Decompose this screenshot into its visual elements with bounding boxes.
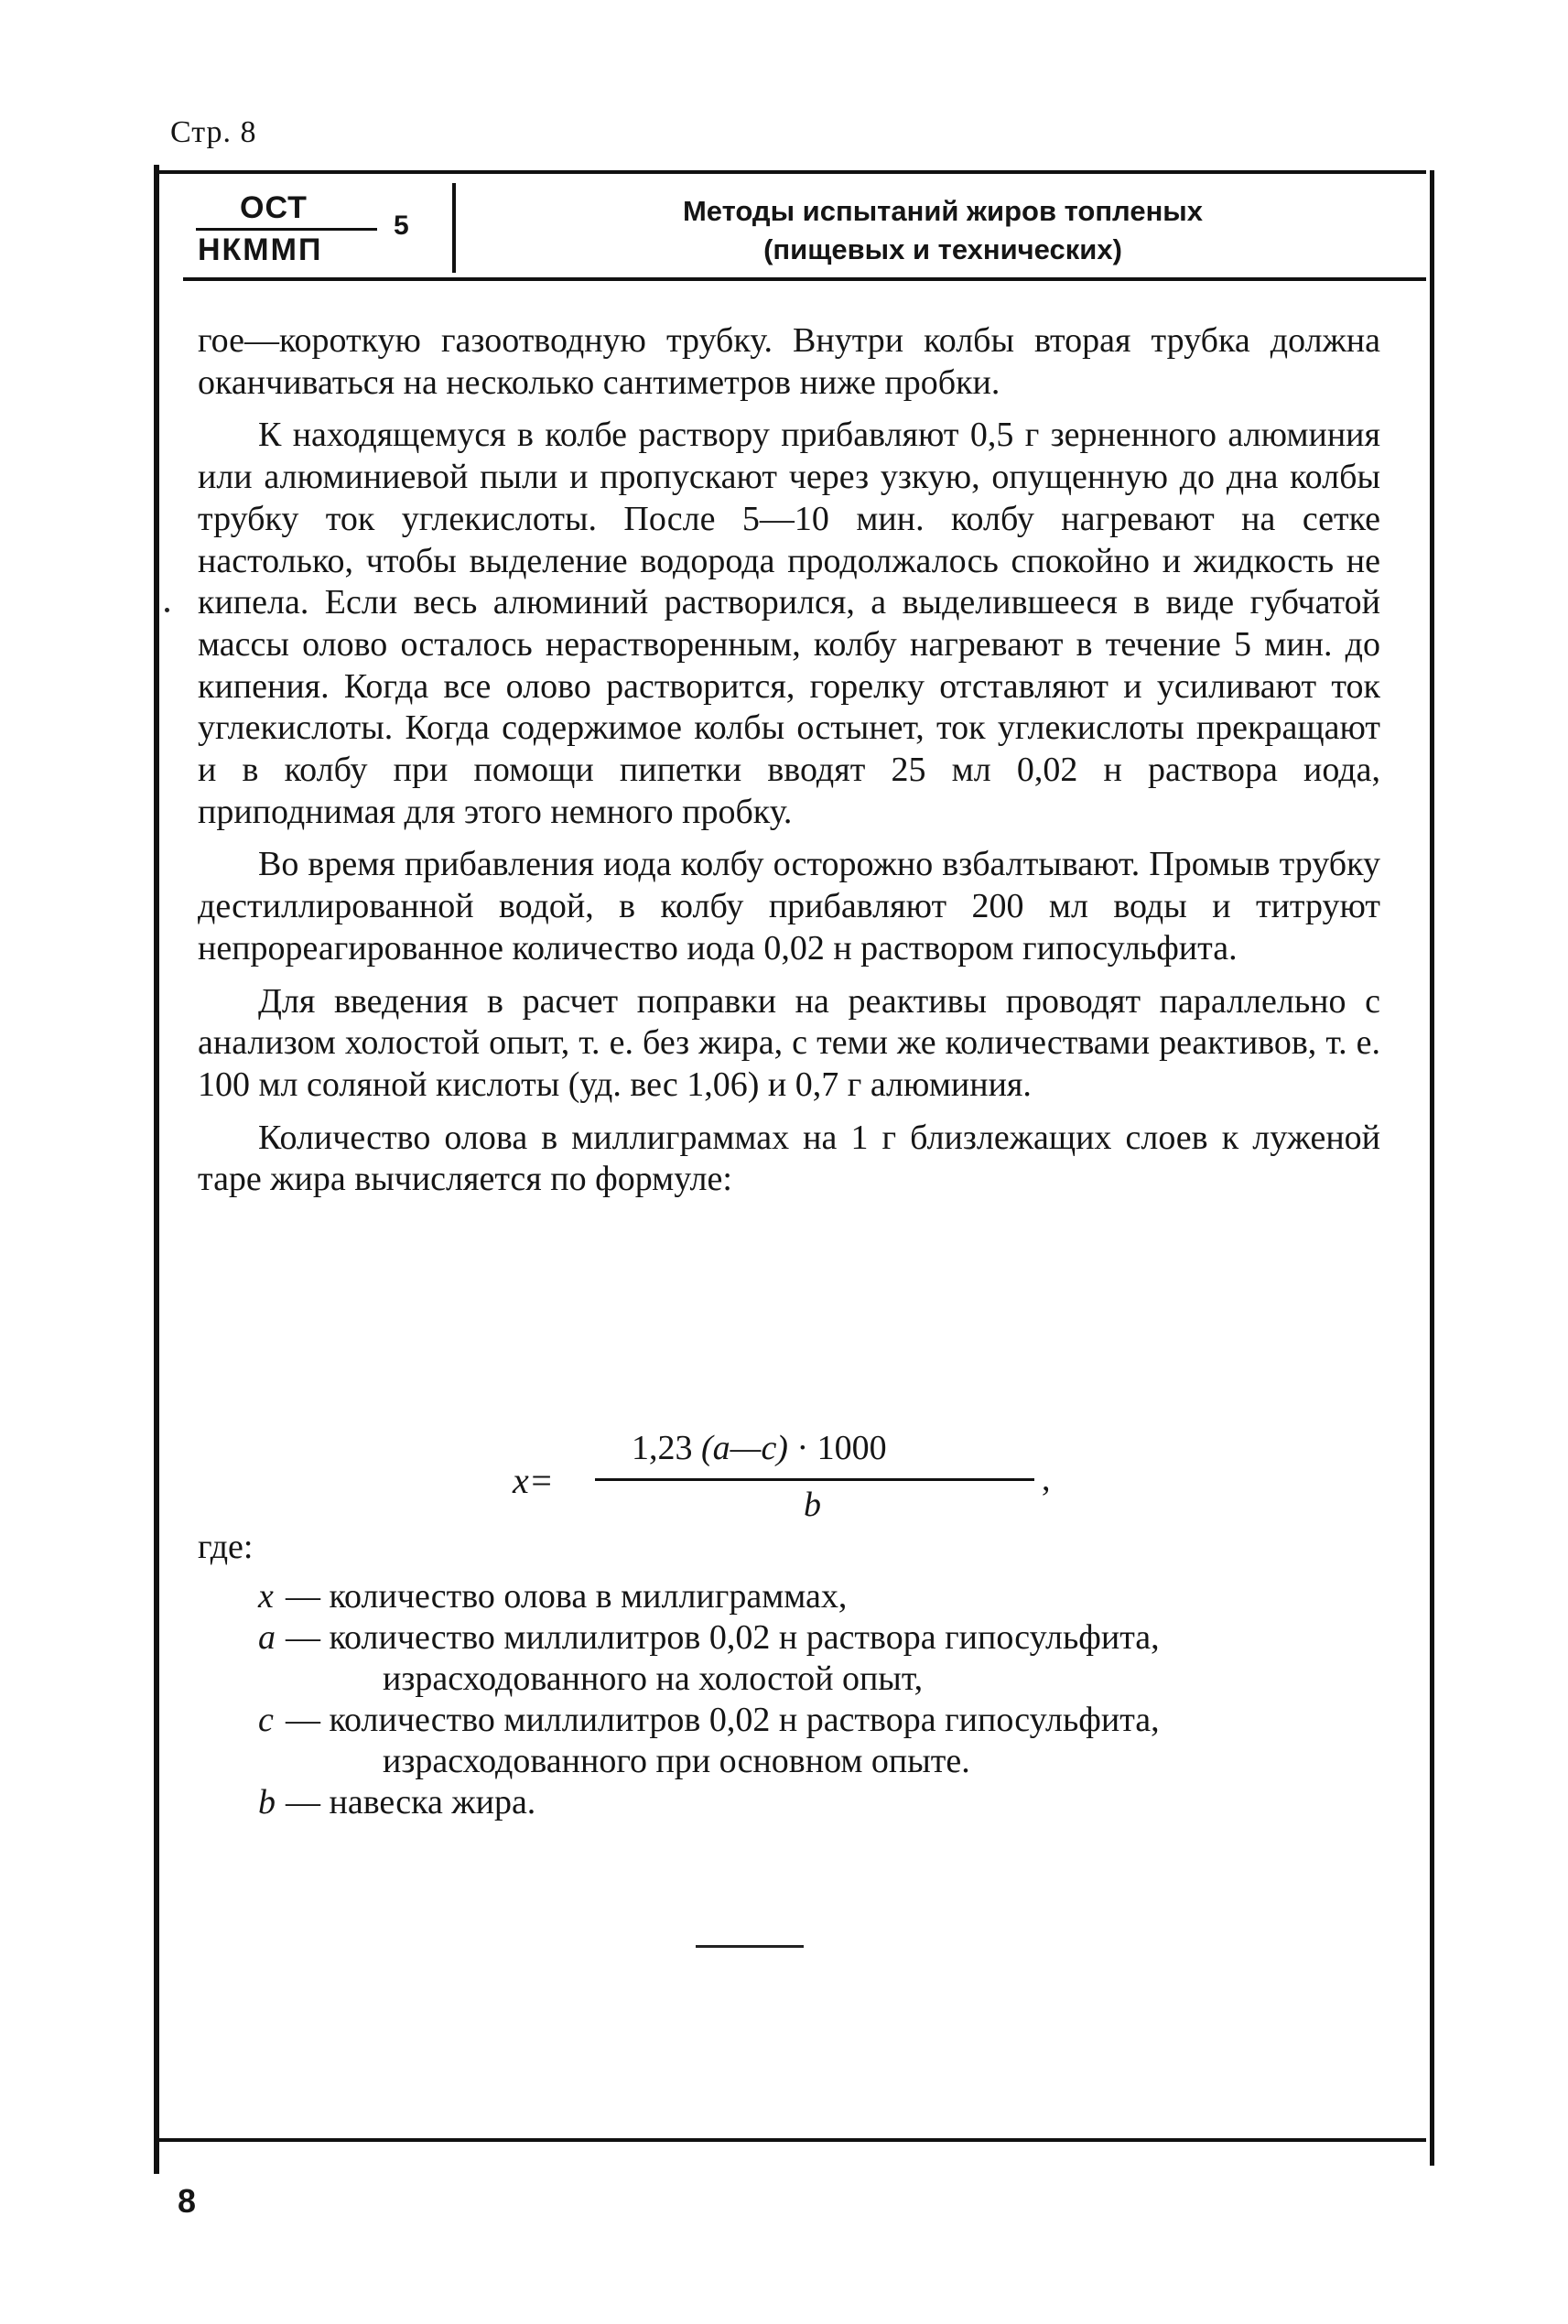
formula bbox=[513, 1428, 1062, 1529]
standard-fraction-line bbox=[196, 228, 377, 231]
legend-description bbox=[286, 1617, 1393, 1700]
paragraph: гое—короткую газоотводную трубку. Внутри колбы вторая трубка должна оканчиваться на несколько сантиметров ниже пробки. bbox=[198, 321, 1380, 402]
formula-trailing-comma: , bbox=[1042, 1460, 1051, 1498]
standard-number: 5 bbox=[394, 211, 409, 241]
footer-rule bbox=[154, 2138, 1426, 2142]
formula-fraction-bar bbox=[595, 1478, 1034, 1481]
legend-description bbox=[286, 1576, 1393, 1617]
paragraph: Для введения в расчет поправки на реактивы проводят параллельно с анализом холостой опыт, т. е. без жира, с теми же количествами реактивов, т. е. 100 мл соляной кислоты (уд. вес 1,06) и 0,7 г алюминия. bbox=[198, 981, 1380, 1104]
formula-multiplier: · 1000 bbox=[796, 1429, 887, 1467]
body-text bbox=[198, 320, 1380, 1212]
paragraph: К находящемуся в колбе раствору прибавляют 0,5 г зерненного алюминия или алюминиевой пыли и пропускают через узкую, опущенную до дна колбы трубку ток углекислоты. После 5—10 мин. колбу нагревают на сетке настолько, чтобы выделение водорода продолжалось спокойно и жидкость не кипела. Если весь алюминий растворился, а выделившееся в виде губчатой массы олово осталось нерастворенным, колбу нагревают в течение 5 мин. до кипения. Когда все олово растворится, горелку отставляют и усиливают ток углекислоты. Когда содержимое колбы остынет, ток углекислоты прекращают и в колбу при помощи пипетки вводят 25 мл 0,02 н раствора иода, приподнимая для этого немного пробку. bbox=[198, 416, 1380, 831]
legend-line: — количество олова в миллиграммах, bbox=[286, 1577, 848, 1616]
header-title-line1: Методы испытаний жиров топленых bbox=[682, 195, 1204, 227]
legend-item bbox=[258, 1782, 1393, 1823]
standard-code-top: ОСТ bbox=[240, 190, 308, 225]
standard-code-bottom: НКММП bbox=[198, 232, 323, 267]
where-label: где: bbox=[198, 1528, 254, 1566]
formula-coefficient: 1,23 bbox=[632, 1429, 693, 1467]
formula-numerator bbox=[632, 1428, 887, 1468]
paragraph: Во время прибавления иода колбу осторожно взбалтывают. Промыв трубку дестиллированной водой, в колбу прибавляют 200 мл воды и титруют непрореагированное количество иода 0,02 н раствором гипосульфита. bbox=[198, 845, 1380, 967]
header-title-line2: (пищевых и технических) bbox=[763, 233, 1122, 265]
header-bottom-rule bbox=[183, 277, 1426, 281]
header-top-rule bbox=[154, 170, 1426, 174]
legend-variable: c bbox=[258, 1701, 274, 1739]
standard-designation bbox=[194, 190, 414, 273]
legend-item bbox=[258, 1617, 1393, 1700]
legend-line: — навеска жира. bbox=[286, 1783, 536, 1821]
legend-item bbox=[258, 1700, 1393, 1782]
formula-expression: (a—c) bbox=[701, 1429, 788, 1467]
legend-variable: b bbox=[258, 1783, 276, 1821]
legend-line: — количество миллилитров 0,02 н раствора гипосульфита, bbox=[286, 1701, 1160, 1739]
formula-legend bbox=[258, 1576, 1393, 1823]
section-end-rule bbox=[696, 1945, 804, 1948]
legend-variable: a bbox=[258, 1618, 276, 1657]
legend-description bbox=[286, 1700, 1393, 1782]
legend-item bbox=[258, 1576, 1393, 1617]
legend-variable: x bbox=[258, 1577, 274, 1616]
margin-dot bbox=[165, 608, 169, 612]
header-title bbox=[513, 192, 1373, 269]
legend-continuation: израсходованного при основном опыте. bbox=[383, 1742, 970, 1780]
legend-description bbox=[286, 1782, 1393, 1823]
legend-continuation: израсходованного на холостой опыт, bbox=[383, 1659, 924, 1698]
paragraph: Количество олова в миллиграммах на 1 г близлежащих слоев к луженой таре жира вычисляется по формуле: bbox=[198, 1118, 1380, 1199]
header-divider bbox=[452, 183, 456, 273]
page-label: Стр. 8 bbox=[170, 115, 257, 149]
legend-line: — количество миллилитров 0,02 н раствора гипосульфита, bbox=[286, 1618, 1160, 1657]
formula-lhs: x= bbox=[513, 1460, 554, 1501]
frame-left-line bbox=[154, 165, 159, 2174]
formula-denominator: b bbox=[804, 1486, 821, 1524]
frame-right-line bbox=[1430, 170, 1434, 2166]
page-number: 8 bbox=[178, 2182, 197, 2220]
